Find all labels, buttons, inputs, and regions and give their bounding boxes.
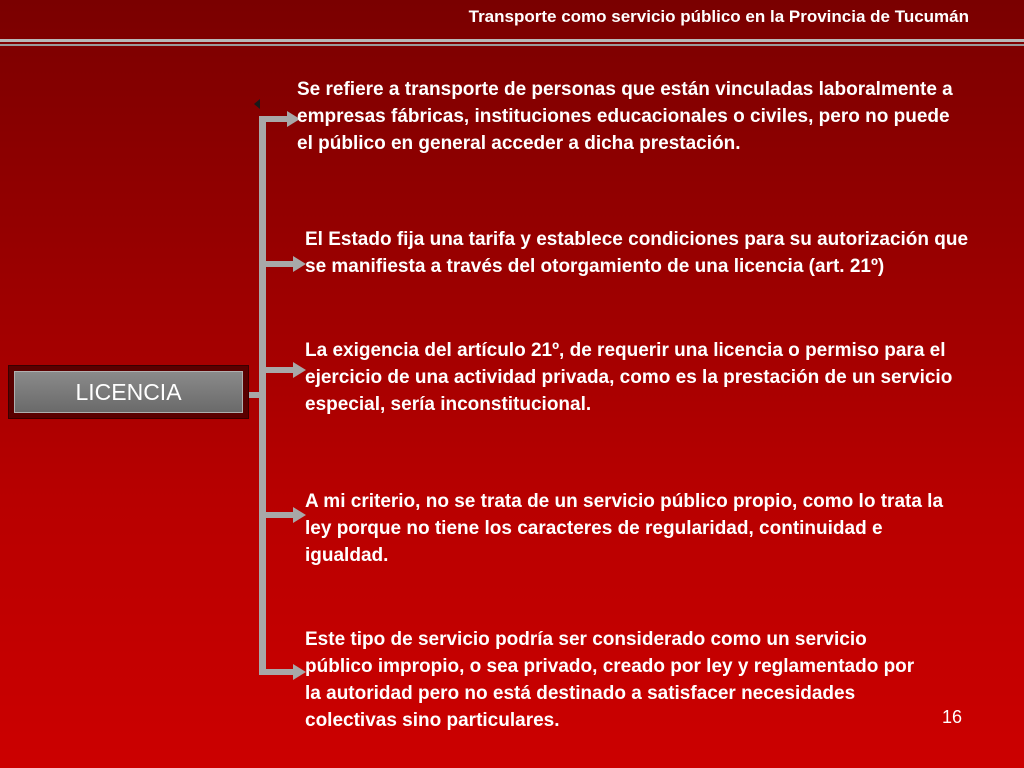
branch-2 [259,261,295,267]
bracket-spine [259,116,266,675]
licencia-box [14,371,243,413]
branch-4 [259,512,295,518]
item-5-text: Este tipo de servicio podría ser considerado como un servicio público impropio, o sea privado, creado por ley y reglamentado por la autoridad pero no está destinado a satisfacer necesidades colectivas sino particulares. [305,629,915,731]
branch-5 [259,669,295,675]
item-3-text: La exigencia del artículo 21º, de requerir una licencia o permiso para el ejercicio de una actividad privada, como es la prestación de un servicio especial, sería inconstitucional. [305,340,953,415]
item-1-text: Se refiere a transporte de personas que están vinculadas laboralmente a empresas fábricas, instituciones educacionales o civiles, pero no puede el público en general acceder a dicha prestación. [297,79,953,154]
page-number: 16 [941,707,962,727]
branch-1 [259,116,289,122]
licencia-label: LICENCIA [75,378,182,405]
item-2-text: El Estado fija una tarifa y establece condiciones para su autorización que se manifiesta a través del otorgamiento de una licencia (art. 21º) [305,229,969,277]
branch-3 [259,367,295,373]
item-4-text: A mi criterio, no se trata de un servicio público propio, como lo trata la ley porque no tiene los caracteres de regularidad, continuidad e igualdad. [305,491,944,566]
slide-title: Transporte como servicio público en la Provincia de Tucumán [468,7,969,26]
pointer-marker [254,99,260,109]
